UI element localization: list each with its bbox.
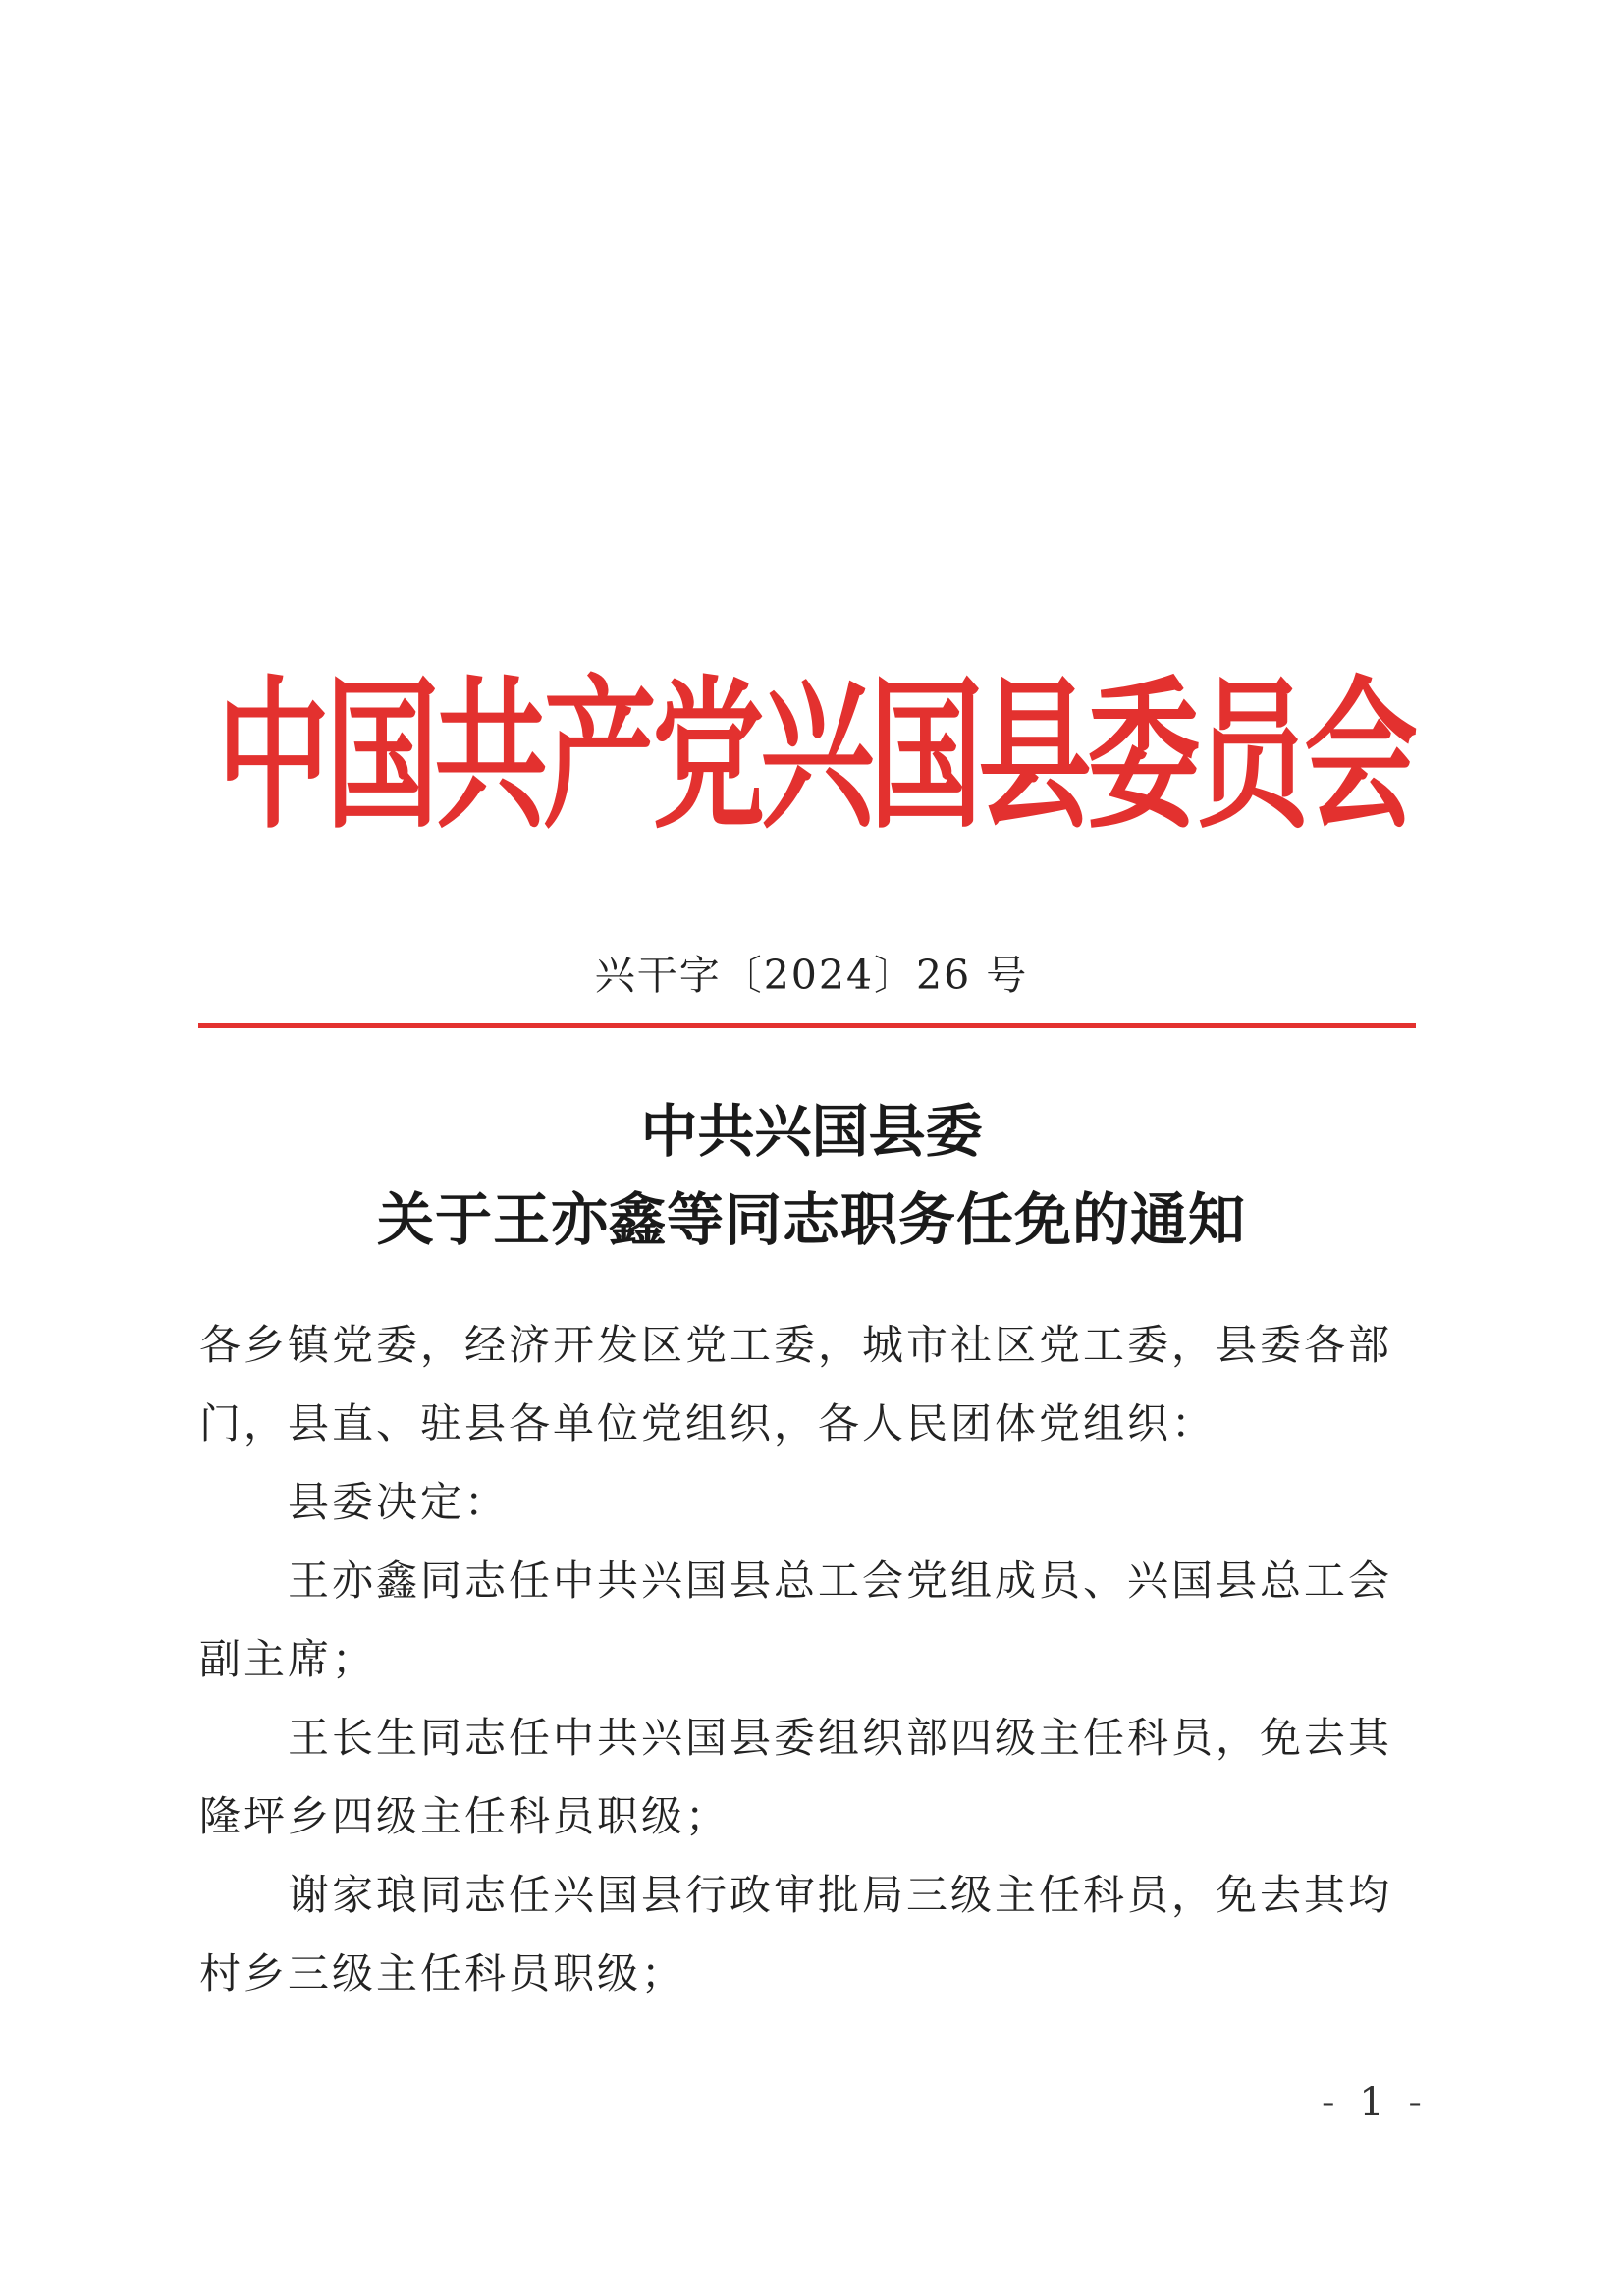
document-title-line-1: 中共兴国县委 [640, 1098, 983, 1165]
issuer-masthead: 中国共产党兴国县委员会 [216, 661, 1414, 851]
document-body [199, 1306, 1427, 2013]
document-title-line-2: 关于王亦鑫等同志职务任免的通知 [376, 1186, 1246, 1253]
salutation-paragraph: 各乡镇党委，经济开发区党工委，城市社区党工委，县委各部门，县直、驻县各单位党组织，各人民团体党组织： [199, 1321, 1393, 1448]
appointment-item: 王长生同志任中共兴国县委组织部四级主任科员，免去其隆坪乡四级主任科员职级； [199, 1714, 1393, 1840]
appointment-item: 谢家琅同志任兴国县行政审批局三级主任科员，免去其均村乡三级主任科员职级； [199, 1871, 1393, 1997]
red-divider-line [198, 1023, 1416, 1028]
decision-paragraph: 县委决定： [288, 1478, 510, 1526]
document-number: 兴干字〔2024〕26 号 [594, 952, 1029, 999]
appointment-item: 王亦鑫同志任中共兴国县总工会党组成员、兴国县总工会副主席； [199, 1557, 1393, 1683]
page-number: - 1 - [1322, 2080, 1428, 2125]
